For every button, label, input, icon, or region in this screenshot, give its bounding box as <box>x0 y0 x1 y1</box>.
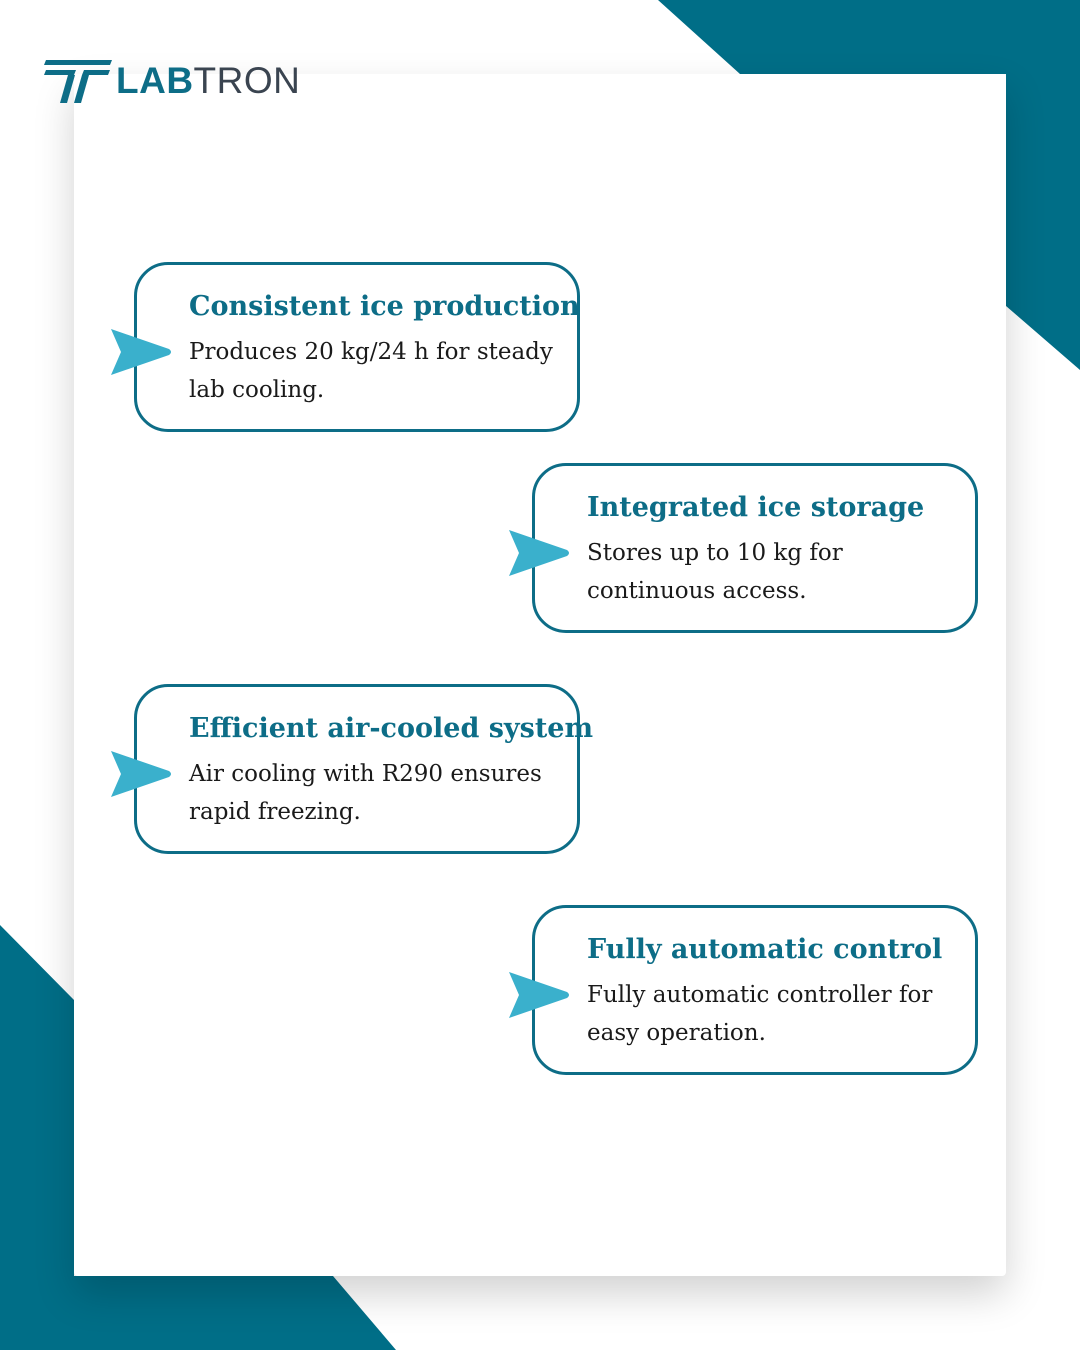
feature-title: Fully automatic control <box>587 934 943 965</box>
feature-description: Fully automatic controller for easy operation. <box>587 982 933 1046</box>
feature-title: Efficient air-cooled system <box>189 713 594 744</box>
arrow-pointer-icon <box>109 749 173 799</box>
feature-card-air-cooled-system <box>134 684 594 854</box>
brand-name-lab: LAB <box>116 60 194 101</box>
feature-card-automatic-control <box>532 905 978 1075</box>
arrow-pointer-icon <box>507 970 571 1020</box>
feature-description: Stores up to 10 kg for continuous access. <box>587 540 843 604</box>
feature-description: Air cooling with R290 ensures rapid freezing. <box>189 761 542 825</box>
feature-card-ice-storage <box>532 463 978 633</box>
arrow-pointer-icon <box>109 327 173 377</box>
feature-card-ice-production <box>134 262 580 432</box>
feature-description: Produces 20 kg/24 h for steady lab cooling. <box>189 339 553 403</box>
content-card <box>74 74 1006 1276</box>
arrow-pointer-icon <box>507 528 571 578</box>
brand-wordmark <box>116 57 300 105</box>
feature-title: Consistent ice production <box>189 291 580 322</box>
feature-title: Integrated ice storage <box>587 492 925 523</box>
brand-name-tron: TRON <box>193 60 301 101</box>
labtron-logo-icon <box>44 57 114 105</box>
brand-logo <box>44 56 300 106</box>
